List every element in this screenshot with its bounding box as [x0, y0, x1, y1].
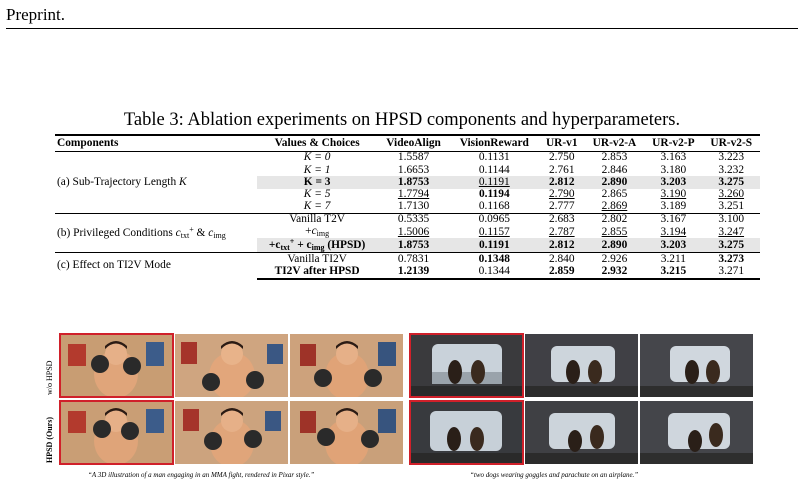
col-components: Components [55, 135, 257, 152]
running-header: Preprint. [6, 5, 66, 24]
choice-cell: $+c_{txt}^+ + c_{img}$ (HPSD) [257, 238, 378, 253]
value-cell: 2.802 [585, 213, 645, 226]
value-cell: 3.167 [644, 213, 702, 226]
frame-image [525, 401, 638, 464]
value-cell: 3.211 [644, 253, 702, 266]
value-cell: 2.777 [548, 200, 575, 213]
col-ur-v2-s: UR-v2-S [702, 135, 760, 152]
value-cell: 2.812 [539, 238, 585, 253]
value-cell: 3.232 [718, 163, 745, 176]
choice-cell: Vanilla T2V [257, 213, 378, 226]
choice-cell: K = 3 [257, 176, 378, 188]
value-cell: 3.100 [702, 213, 760, 226]
value-cell: 2.890 [585, 176, 645, 188]
frame-image [640, 401, 753, 464]
value-cell: 3.189 [660, 200, 687, 213]
boxer-illustration [175, 401, 288, 464]
value-cell: 0.0965 [450, 213, 539, 226]
choice-cell: Vanilla TI2V [257, 253, 378, 266]
frame-image [290, 401, 403, 464]
value-cell: 3.271 [702, 266, 760, 279]
boxer-illustration [175, 334, 288, 397]
dogs-airplane-illustration [525, 401, 638, 464]
value-cell: 2.790 [548, 187, 575, 200]
value-cell: 3.215 [644, 266, 702, 279]
value-cell: 2.932 [585, 266, 645, 279]
frame-image [410, 334, 523, 397]
value-cell: 2.855 [601, 225, 628, 238]
choice-cell: K = 1 [303, 163, 331, 176]
choice-cell: K = 0 [303, 151, 331, 164]
value-cell: 3.190 [660, 187, 687, 200]
frame-image [525, 334, 638, 397]
header-rule [6, 28, 798, 29]
frame-image [640, 334, 753, 397]
boxer-illustration [60, 401, 173, 464]
boxer-illustration [290, 334, 403, 397]
group-c-label: (c) Effect on TI2V Mode [55, 253, 257, 279]
group-a-label: (a) Sub-Trajectory Length K [57, 175, 187, 188]
value-cell: 0.7831 [377, 253, 449, 266]
value-cell: 2.890 [585, 238, 645, 253]
value-cell: 3.247 [718, 225, 745, 238]
frame-image [60, 334, 173, 397]
value-cell: 2.840 [539, 253, 585, 266]
boxer-illustration [290, 401, 403, 464]
value-cell: 0.1191 [450, 176, 539, 188]
group-b-label: (b) Privileged Conditions $c_{txt}^+$ & $c_{img}$ [55, 213, 257, 252]
value-cell: 0.5335 [377, 213, 449, 226]
value-cell: 1.8753 [377, 238, 449, 253]
value-cell: 2.859 [539, 266, 585, 279]
choice-cell: K = 5 [303, 187, 331, 200]
value-cell: 2.761 [548, 163, 575, 176]
right-figure-caption: “two dogs wearing goggles and parachute on an airplane.” [470, 471, 639, 479]
choice-cell: TI2V after HPSD [257, 266, 378, 279]
value-cell: 3.163 [660, 151, 687, 164]
value-cell: 3.251 [718, 200, 745, 213]
frame-image [175, 334, 288, 397]
value-cell: 1.5587 [397, 151, 430, 164]
value-cell: 3.223 [718, 151, 745, 164]
table-caption: Table 3: Ablation experiments on HPSD components and hyperparameters. [123, 110, 681, 130]
frame-image [175, 401, 288, 464]
choice-cell: $+c_{img}$ [305, 225, 330, 239]
value-cell: 3.275 [702, 238, 760, 253]
table-row [55, 253, 760, 266]
value-cell: 0.1144 [478, 163, 510, 176]
col-videoalign: VideoAlign [377, 135, 449, 152]
value-cell: 3.273 [702, 253, 760, 266]
value-cell: 0.1191 [450, 238, 539, 253]
dogs-airplane-illustration [525, 334, 638, 397]
value-cell: 2.853 [601, 151, 628, 164]
value-cell: 2.787 [548, 225, 575, 238]
value-cell: 1.2139 [377, 266, 449, 279]
col-visionreward: VisionReward [450, 135, 539, 152]
table-header-row [55, 135, 760, 152]
frame-image [60, 401, 173, 464]
value-cell: 2.865 [601, 187, 628, 200]
value-cell: 3.180 [660, 163, 687, 176]
ablation-table [55, 134, 760, 280]
value-cell: 0.1157 [478, 225, 510, 238]
value-cell: 1.5006 [397, 225, 430, 238]
col-values-choices: Values & Choices [257, 135, 378, 152]
row-label-without-hpsd: w/o HPSD [45, 360, 54, 395]
value-cell: 2.683 [539, 213, 585, 226]
value-cell: 0.1348 [450, 253, 539, 266]
dogs-airplane-illustration [410, 334, 523, 397]
table-row [55, 213, 760, 226]
value-cell: 0.1131 [478, 151, 510, 164]
value-cell: 0.1168 [478, 200, 510, 213]
table-row [55, 152, 760, 165]
value-cell: 3.275 [702, 176, 760, 188]
value-cell: 2.846 [601, 163, 628, 176]
value-cell: 2.812 [539, 176, 585, 188]
value-cell: 2.869 [601, 200, 628, 213]
dogs-airplane-illustration [410, 401, 523, 464]
dogs-airplane-illustration [640, 334, 753, 397]
value-cell: 2.750 [548, 151, 575, 164]
value-cell: 1.7130 [397, 200, 430, 213]
left-figure-caption: “A 3D illustration of a man engaging in an MMA fight, rendered in Pixar style.” [88, 471, 315, 479]
value-cell: 1.7794 [397, 187, 430, 200]
value-cell: 1.6653 [397, 163, 430, 176]
choice-cell: K = 7 [303, 200, 331, 213]
boxer-illustration [60, 334, 173, 397]
value-cell: 0.1344 [450, 266, 539, 279]
value-cell: 3.203 [644, 238, 702, 253]
value-cell: 3.260 [718, 187, 745, 200]
col-ur-v2-a: UR-v2-A [585, 135, 645, 152]
value-cell: 1.8753 [377, 176, 449, 188]
frame-image [290, 334, 403, 397]
value-cell: 0.1194 [478, 187, 510, 200]
row-label-hpsd-ours: HPSD (Ours) [45, 417, 54, 463]
value-cell: 3.203 [644, 176, 702, 188]
frame-image [410, 401, 523, 464]
col-ur-v2-p: UR-v2-P [644, 135, 702, 152]
value-cell: 2.926 [585, 253, 645, 266]
value-cell: 3.194 [660, 225, 687, 238]
col-ur-v1: UR-v1 [539, 135, 585, 152]
dogs-airplane-illustration [640, 401, 753, 464]
